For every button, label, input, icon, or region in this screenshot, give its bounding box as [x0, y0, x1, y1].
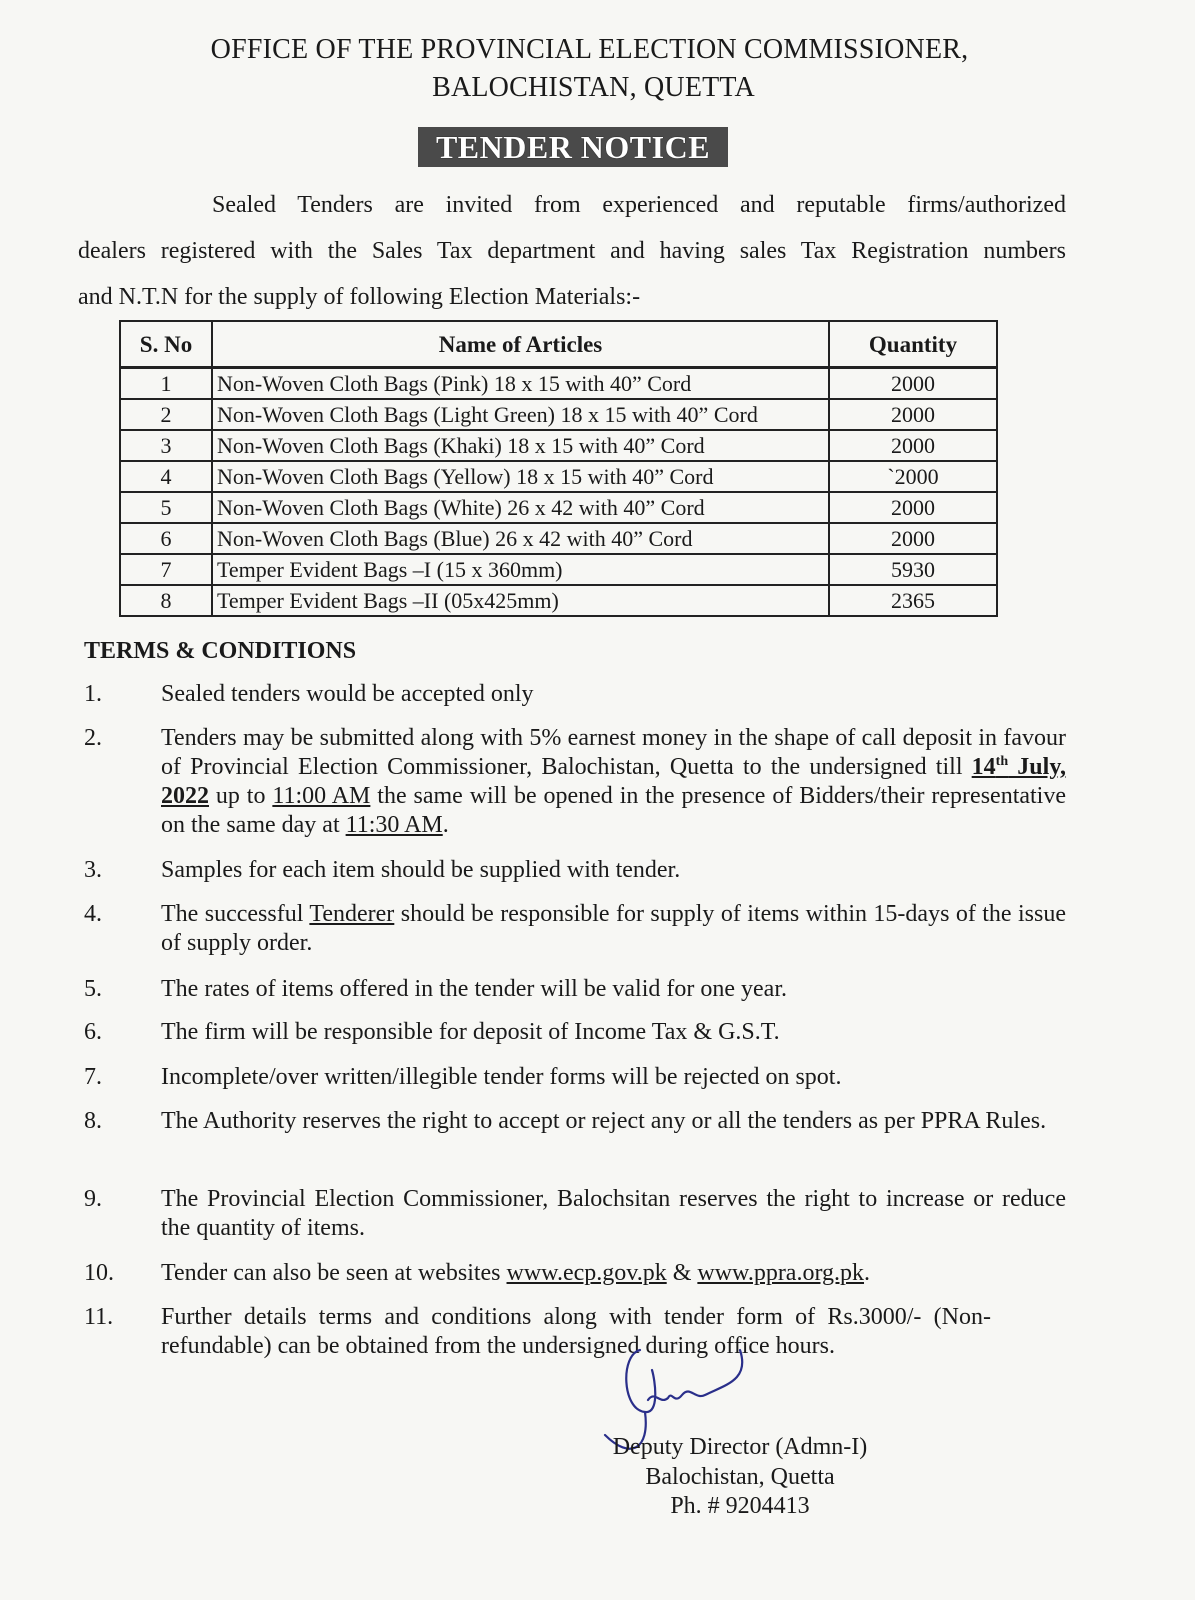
- term-text: [161, 900, 1066, 958]
- table-row: [120, 585, 997, 616]
- cell-article: Non-Woven Cloth Bags (White) 26 x 42 with 40” Cord: [212, 492, 829, 523]
- table-header-row: [120, 321, 997, 368]
- cell-sno: 3: [120, 430, 212, 461]
- intro-line-3: and N.T.N for the supply of following Election Materials:-: [78, 284, 641, 310]
- cell-sno: 2: [120, 399, 212, 430]
- tender-notice-heading: TENDER NOTICE: [418, 127, 728, 167]
- cell-quantity: 2000: [829, 492, 997, 523]
- cell-quantity: `2000: [829, 461, 997, 492]
- header-quantity: Quantity: [829, 321, 997, 368]
- term-number: 7.: [84, 1064, 102, 1090]
- cell-article: Non-Woven Cloth Bags (Yellow) 18 x 15 with 40” Cord: [212, 461, 829, 492]
- cell-quantity: 2000: [829, 399, 997, 430]
- term-text-part: Tenders may be submitted along with 5% earnest money in the shape of call deposit in favour of Provincial Election Commissioner, Balochistan, Quetta to the undersigned till: [161, 725, 1066, 780]
- table-row: [120, 430, 997, 461]
- cell-quantity: 2000: [829, 368, 997, 400]
- office-title: OFFICE OF THE PROVINCIAL ELECTION COMMISSIONER,: [210, 34, 969, 65]
- table-row: [120, 554, 997, 585]
- intro-line-1: Sealed Tenders are invited from experienced and reputable firms/authorized: [212, 192, 1066, 218]
- term-text: Sealed tenders would be accepted only: [161, 681, 534, 707]
- cell-article: Non-Woven Cloth Bags (Blue) 26 x 42 with 40” Cord: [212, 523, 829, 554]
- cell-article: Temper Evident Bags –II (05x425mm): [212, 585, 829, 616]
- cell-article: Non-Woven Cloth Bags (Khaki) 18 x 15 with 40” Cord: [212, 430, 829, 461]
- cell-sno: 7: [120, 554, 212, 585]
- ppra-website-link[interactable]: www.ppra.org.pk: [697, 1260, 865, 1286]
- term-text: The firm will be responsible for deposit of Income Tax & G.S.T.: [161, 1019, 780, 1045]
- cell-sno: 6: [120, 523, 212, 554]
- cell-sno: 5: [120, 492, 212, 523]
- tenderer-term: Tenderer: [309, 901, 395, 927]
- cell-quantity: 5930: [829, 554, 997, 585]
- header-name: Name of Articles: [212, 321, 829, 368]
- signatory-phone: Ph. # 9204413: [670, 1493, 810, 1519]
- ecp-website-link[interactable]: www.ecp.gov.pk: [506, 1260, 667, 1286]
- header-sno: S. No: [120, 321, 212, 368]
- term-text-part: &: [666, 1260, 698, 1286]
- table-row: [120, 399, 997, 430]
- term-number: 5.: [84, 976, 102, 1002]
- term-number: 1.: [84, 681, 102, 707]
- due-time: 11:00 AM: [272, 783, 371, 809]
- term-text-part: the same will be opened in the presence of Bidders/their representative on the same day at: [161, 783, 1067, 838]
- table-row: [120, 461, 997, 492]
- term-text: [161, 724, 1066, 840]
- term-number: 8.: [84, 1108, 102, 1134]
- cell-sno: 1: [120, 368, 212, 400]
- term-number: 4.: [84, 901, 102, 927]
- due-date-suffix: th: [995, 754, 1009, 769]
- cell-article: Temper Evident Bags –I (15 x 360mm): [212, 554, 829, 585]
- due-date-month-year: July, 2022: [161, 754, 1066, 809]
- signatory-location: Balochistan, Quetta: [645, 1464, 835, 1490]
- term-text: The Authority reserves the right to accept or reject any or all the tenders as per PPRA Rules.: [161, 1108, 1047, 1134]
- table-row: [120, 368, 997, 400]
- cell-quantity: 2000: [829, 523, 997, 554]
- term-text: Further details terms and conditions along with tender form of Rs.3000/- (Non-refundable) can be obtained from the undersigned during office hours.: [161, 1304, 991, 1359]
- table-row: [120, 492, 997, 523]
- term-text: Samples for each item should be supplied with tender.: [161, 857, 681, 883]
- term-text-part: Tender can also be seen at websites: [161, 1260, 507, 1286]
- due-date-day: 14: [971, 754, 996, 780]
- cell-sno: 4: [120, 461, 212, 492]
- term-number: 6.: [84, 1019, 102, 1045]
- term-text-part: should be responsible for supply of items within 15-days of the issue of supply order.: [161, 901, 1067, 956]
- term-text-part: The successful: [161, 901, 310, 927]
- table-row: [120, 523, 997, 554]
- term-number: 11.: [84, 1304, 114, 1330]
- signatory-designation: Deputy Director (Admn-I): [612, 1434, 868, 1460]
- term-text-part: .: [442, 812, 449, 838]
- cell-quantity: 2000: [829, 430, 997, 461]
- term-text: The rates of items offered in the tender will be valid for one year.: [161, 976, 787, 1002]
- cell-article: Non-Woven Cloth Bags (Pink) 18 x 15 with 40” Cord: [212, 368, 829, 400]
- articles-table: [119, 320, 998, 617]
- terms-heading: TERMS & CONDITIONS: [84, 638, 357, 664]
- term-number: 3.: [84, 857, 102, 883]
- term-text: Incomplete/over written/illegible tender forms will be rejected on spot.: [161, 1064, 842, 1090]
- intro-line-2: dealers registered with the Sales Tax department and having sales Tax Registration numbers: [78, 238, 1066, 264]
- term-text: [161, 1259, 1066, 1288]
- term-text: The Provincial Election Commissioner, Balochsitan reserves the right to increase or reduce the quantity of items.: [161, 1186, 1066, 1241]
- cell-quantity: 2365: [829, 585, 997, 616]
- term-number: 10.: [84, 1260, 114, 1286]
- cell-article: Non-Woven Cloth Bags (Light Green) 18 x 15 with 40” Cord: [212, 399, 829, 430]
- cell-sno: 8: [120, 585, 212, 616]
- opening-time: 11:30 AM: [345, 812, 443, 838]
- term-text-part: up to: [209, 783, 273, 809]
- term-number: 9.: [84, 1186, 102, 1212]
- term-text-part: .: [864, 1260, 871, 1286]
- term-number: 2.: [84, 725, 102, 751]
- office-location: BALOCHISTAN, QUETTA: [432, 72, 755, 103]
